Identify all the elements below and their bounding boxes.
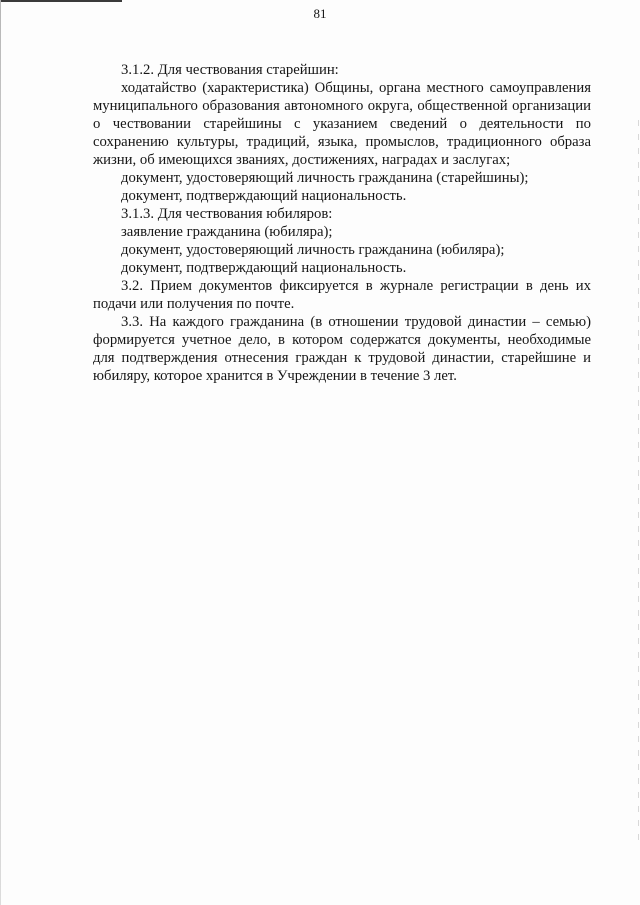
- scan-edge-top: [0, 0, 122, 2]
- paragraph-id-elder: документ, удостоверяющий личность гражданина (старейшины);: [121, 170, 529, 186]
- page-number: 81: [313, 6, 327, 21]
- paragraph-nationality-jubilee: документ, подтверждающий национальность.: [121, 260, 407, 276]
- document-body: [93, 61, 591, 385]
- paragraph-3-1-3-heading: 3.1.3. Для чествования юбиляров:: [121, 206, 333, 222]
- paragraph-3-1-2-heading: 3.1.2. Для чествования старейшин:: [121, 62, 339, 78]
- paragraph-petition: ходатайство (характеристика) Общины, органа местного самоуправления муниципального образования автономного округа, общественной организации о чествовании старейшины с указанием сведений о деятельности по сохранению культуры, традиций, языка, промыслов, традиционного образа жизни, об имеющихся званиях, достижениях, наградах и заслугах;: [93, 80, 591, 168]
- paragraph-application-jubilee: заявление гражданина (юбиляра);: [121, 224, 333, 240]
- paragraph-3-2: 3.2. Прием документов фиксируется в журнале регистрации в день их подачи или получения по почте.: [93, 278, 591, 312]
- scan-edge-left: [0, 0, 1, 905]
- paragraph-id-jubilee: документ, удостоверяющий личность гражданина (юбиляра);: [121, 242, 505, 258]
- paragraph-nationality-elder: документ, подтверждающий национальность.: [121, 188, 407, 204]
- paragraph-3-3: 3.3. На каждого гражданина (в отношении трудовой династии – семью) формируется учетное дело, в котором содержатся документы, необходимые для подтверждения отнесения граждан к трудовой династии, старейшине и юбиляру, которое хранится в Учреждении в течение 3 лет.: [93, 314, 591, 384]
- scan-edge-right: [638, 120, 639, 840]
